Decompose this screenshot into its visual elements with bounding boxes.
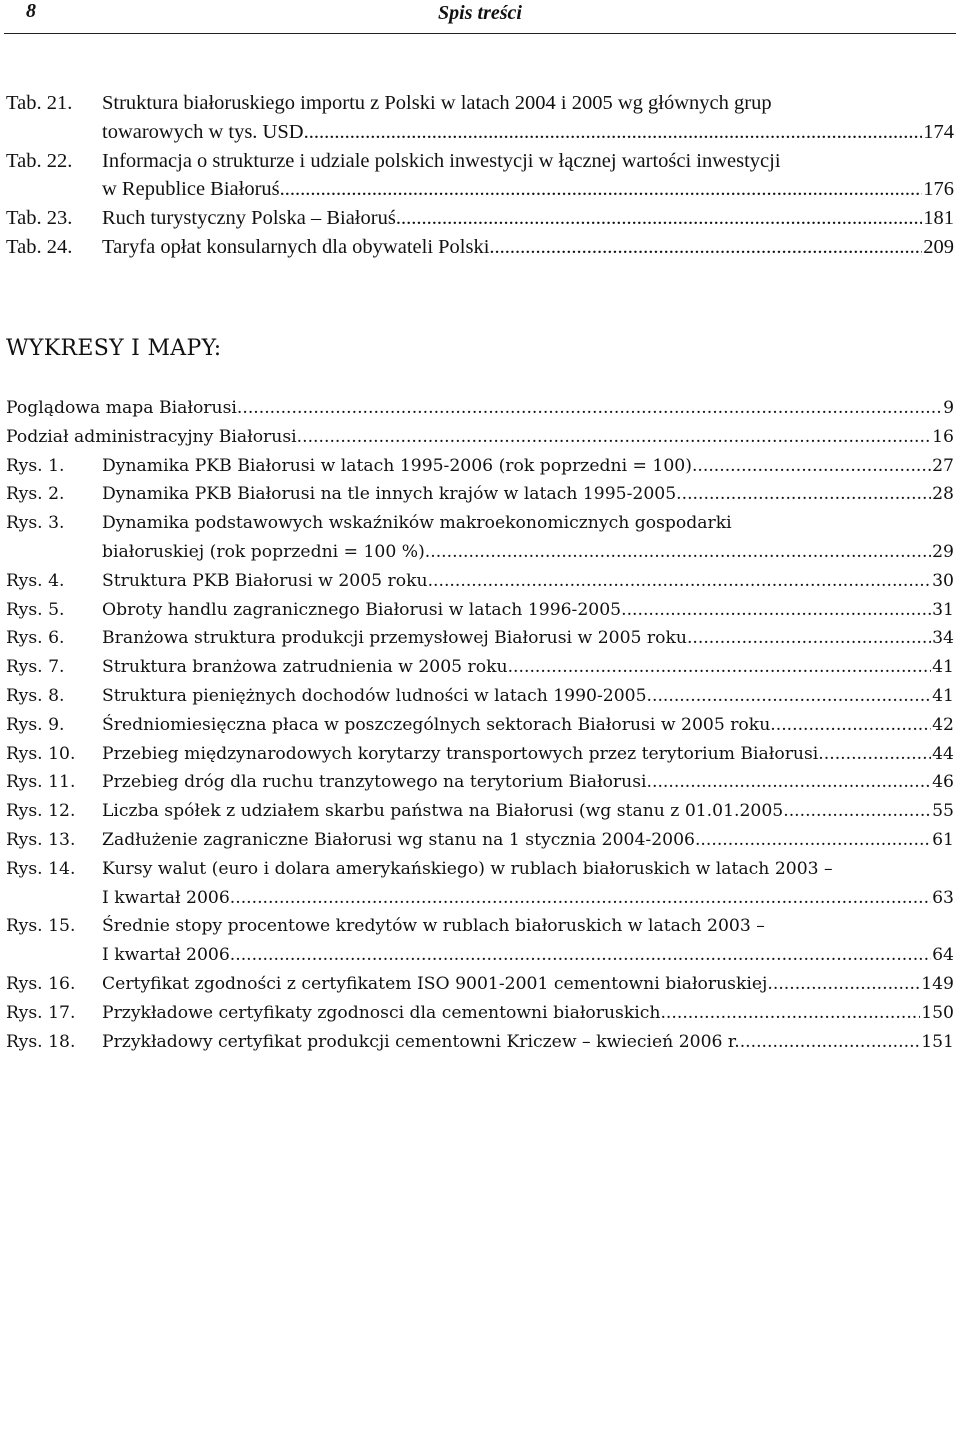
toc-entry[interactable] — [6, 826, 954, 855]
dot-leader — [396, 204, 922, 233]
entry-page-number: 151 — [921, 1031, 954, 1052]
entry-label: Rys. 7. — [6, 657, 65, 678]
dot-leader — [740, 1028, 920, 1057]
toc-entry[interactable] — [6, 1028, 954, 1057]
entry-title: w Republice Białoruś — [102, 178, 280, 201]
page-title: Spis treści — [438, 2, 522, 24]
dot-leader — [230, 941, 931, 970]
entry-leader-line — [102, 740, 954, 769]
entry-title: Struktura pieniężnych dochodów ludności w latach 1990-2005 — [102, 685, 647, 706]
entry-leader-line — [102, 567, 954, 596]
entry-leader-line — [102, 480, 954, 509]
dot-leader — [304, 118, 923, 147]
entry-title: Zadłużenie zagraniczne Białorusi wg stanu na 1 stycznia 2004-2006 — [102, 829, 695, 850]
entry-label: Tab. 23. — [6, 207, 73, 230]
entry-leader-line — [102, 653, 954, 682]
entry-page-number: 55 — [932, 801, 954, 822]
entry-leader-line — [102, 884, 954, 913]
entry-label: Rys. 2. — [6, 484, 65, 505]
entry-page-number: 63 — [932, 887, 954, 908]
figure-list — [6, 394, 954, 1056]
dot-leader — [489, 233, 922, 262]
entry-page-number: 29 — [932, 541, 954, 562]
entry-page-number: 28 — [932, 484, 954, 505]
entry-leader-line — [102, 204, 954, 233]
entry-label: Rys. 10. — [6, 743, 76, 764]
entry-leader-line — [102, 941, 954, 970]
entry-page-number: 64 — [932, 945, 954, 966]
entry-title: Poglądowa mapa Białorusi — [6, 398, 237, 418]
entry-title: towarowych w tys. USD — [102, 120, 304, 143]
entry-title: I kwartał 2006 — [102, 887, 230, 908]
dot-leader — [428, 567, 932, 596]
entry-title-line: Średnie stopy procentowe kredytów w rublach białoruskich w latach 2003 – — [102, 916, 765, 937]
toc-entry[interactable] — [6, 999, 954, 1028]
entry-label: Rys. 9. — [6, 714, 65, 735]
entry-page-number: 209 — [923, 235, 954, 258]
toc-entry[interactable] — [6, 970, 954, 999]
entry-label: Rys. 3. — [6, 513, 65, 534]
entry-leader-line — [102, 768, 954, 797]
entry-label: Rys. 14. — [6, 858, 76, 879]
entry-title: Przebieg dróg dla ruchu tranzytowego na terytorium Białorusi — [102, 772, 647, 793]
entry-title: białoruskiej (rok poprzedni = 100 %) — [102, 541, 425, 562]
entry-page-number: 61 — [932, 829, 954, 850]
dot-leader — [230, 884, 931, 913]
entry-leader-line — [102, 233, 954, 262]
entry-leader-line — [102, 624, 954, 653]
entry-label: Tab. 21. — [6, 92, 73, 114]
dot-leader — [508, 653, 932, 682]
page-number: 8 — [26, 0, 36, 22]
dot-leader — [770, 711, 931, 740]
entry-title: Struktura branżowa zatrudnienia w 2005 roku — [102, 657, 508, 678]
entry-label: Rys. 17. — [6, 1002, 76, 1023]
entry-title: Przykładowe certyfikaty zgodnosci dla cementowni białoruskich — [102, 1002, 661, 1023]
dot-leader — [783, 797, 931, 826]
toc-entry[interactable] — [6, 423, 954, 452]
toc-entry[interactable] — [6, 394, 954, 423]
dot-leader — [695, 826, 931, 855]
dot-leader — [237, 394, 942, 423]
entry-label: Rys. 11. — [6, 772, 76, 793]
entry-leader-line — [102, 118, 954, 147]
entry-title: Dynamika PKB Białorusi w latach 1995-2006 (rok poprzedni = 100) — [102, 455, 692, 476]
entry-label: Rys. 15. — [6, 916, 76, 937]
dot-leader — [767, 970, 920, 999]
entry-page-number: 181 — [923, 207, 954, 230]
entry-page-number: 176 — [923, 178, 954, 201]
entry-title-line: Struktura białoruskiego importu z Polski w latach 2004 i 2005 wg głównych grup — [102, 92, 772, 114]
toc-entry[interactable] — [6, 233, 954, 262]
dot-leader — [824, 740, 931, 769]
entry-page-number: 27 — [932, 455, 954, 476]
toc-entry[interactable] — [6, 204, 954, 233]
entry-label: Rys. 18. — [6, 1031, 76, 1052]
entry-page-number: 149 — [921, 973, 954, 994]
toc-entry[interactable] — [6, 480, 954, 509]
toc-entry[interactable] — [6, 89, 954, 147]
dot-leader — [647, 768, 932, 797]
entry-leader-line — [102, 1028, 954, 1057]
entry-label: Rys. 5. — [6, 599, 65, 620]
dot-leader — [676, 480, 931, 509]
dot-leader — [621, 596, 931, 625]
entry-leader-line — [102, 826, 954, 855]
entry-label: Tab. 24. — [6, 235, 73, 258]
entry-page-number: 44 — [932, 743, 954, 764]
dot-leader — [280, 175, 923, 204]
entry-page-number: 16 — [932, 426, 954, 447]
page-header — [0, 0, 960, 34]
entry-page-number: 174 — [923, 120, 954, 143]
entry-leader-line — [102, 999, 954, 1028]
toc-entry[interactable] — [6, 855, 954, 913]
entry-title: I kwartał 2006 — [102, 945, 230, 966]
table-list — [6, 89, 954, 262]
entry-leader-line — [102, 175, 954, 204]
entry-label: Rys. 16. — [6, 973, 76, 994]
entry-title: Przebieg międzynarodowych korytarzy transportowych przez terytorium Białorusi. — [102, 743, 824, 764]
entry-page-number: 150 — [921, 1002, 954, 1023]
entry-page-number: 34 — [932, 628, 954, 649]
entry-leader-line — [102, 538, 954, 567]
entry-leader-line — [102, 596, 954, 625]
entry-page-number: 9 — [943, 398, 954, 418]
entry-label: Rys. 12. — [6, 801, 76, 822]
entry-leader-line — [6, 394, 954, 423]
entry-title: Certyfikat zgodności z certyfikatem ISO 9001-2001 cementowni białoruskiej — [102, 973, 768, 994]
entry-title: Dynamika PKB Białorusi na tle innych krajów w latach 1995-2005 — [102, 484, 677, 505]
entry-title: Branżowa struktura produkcji przemysłowej Białorusi w 2005 roku — [102, 628, 687, 649]
toc-entry[interactable] — [6, 596, 954, 625]
dot-leader — [425, 538, 931, 567]
toc-entry[interactable] — [6, 768, 954, 797]
entry-page-number: 31 — [932, 599, 954, 620]
toc-entry[interactable] — [6, 509, 954, 567]
entry-label: Rys. 13. — [6, 829, 76, 850]
entry-title: Liczba spółek z udziałem skarbu państwa na Białorusi (wg stanu z 01.01.2005 — [102, 801, 784, 822]
entry-title: Struktura PKB Białorusi w 2005 roku — [102, 570, 428, 591]
entry-label: Rys. 6. — [6, 628, 65, 649]
dot-leader — [692, 452, 931, 481]
toc-entry[interactable] — [6, 567, 954, 596]
toc-entry[interactable] — [6, 653, 954, 682]
entry-leader-line — [102, 711, 954, 740]
section-heading: WYKRESY I MAPY: — [6, 336, 222, 361]
entry-page-number: 41 — [932, 685, 954, 706]
entry-leader-line — [6, 423, 954, 452]
entry-page-number: 41 — [932, 657, 954, 678]
toc-entry[interactable] — [6, 452, 954, 481]
entry-label: Rys. 1. — [6, 455, 65, 476]
entry-leader-line — [102, 682, 954, 711]
toc-entry[interactable] — [6, 624, 954, 653]
dot-leader — [687, 624, 931, 653]
header-divider — [4, 33, 956, 34]
entry-leader-line — [102, 452, 954, 481]
entry-title-line: Informacja o strukturze i udziale polskich inwestycji w łącznej wartości inwestycji — [102, 149, 781, 172]
entry-page-number: 30 — [932, 570, 954, 591]
toc-entry[interactable] — [6, 682, 954, 711]
toc-entry[interactable] — [6, 740, 954, 769]
entry-leader-line — [102, 970, 954, 999]
entry-page-number: 42 — [932, 714, 954, 735]
entry-label: Tab. 22. — [6, 149, 73, 172]
entry-label: Rys. 8. — [6, 685, 65, 706]
entry-title: Obroty handlu zagranicznego Białorusi w latach 1996-2005 — [102, 599, 622, 620]
entry-title: Podział administracyjny Białorusi — [6, 426, 297, 447]
entry-label: Rys. 4. — [6, 570, 65, 591]
entry-title: Średniomiesięczna płaca w poszczególnych sektorach Białorusi w 2005 roku — [102, 714, 771, 735]
toc-entry[interactable] — [6, 797, 954, 826]
entry-page-number: 46 — [932, 772, 954, 793]
toc-entry[interactable] — [6, 147, 954, 205]
entry-title-line: Dynamika podstawowych wskaźników makroekonomicznych gospodarki — [102, 513, 732, 534]
toc-entry[interactable] — [6, 912, 954, 970]
dot-leader — [647, 682, 932, 711]
dot-leader — [297, 423, 931, 452]
entry-title: Taryfa opłat konsularnych dla obywateli Polski — [102, 235, 490, 258]
entry-leader-line — [102, 797, 954, 826]
entry-title-line: Kursy walut (euro i dolara amerykańskiego) w rublach białoruskich w latach 2003 – — [102, 858, 833, 879]
toc-entry[interactable] — [6, 711, 954, 740]
dot-leader — [660, 999, 920, 1028]
entry-title: Przykładowy certyfikat produkcji cementowni Kriczew – kwiecień 2006 r. — [102, 1031, 740, 1052]
entry-title: Ruch turystyczny Polska – Białoruś — [102, 207, 396, 230]
